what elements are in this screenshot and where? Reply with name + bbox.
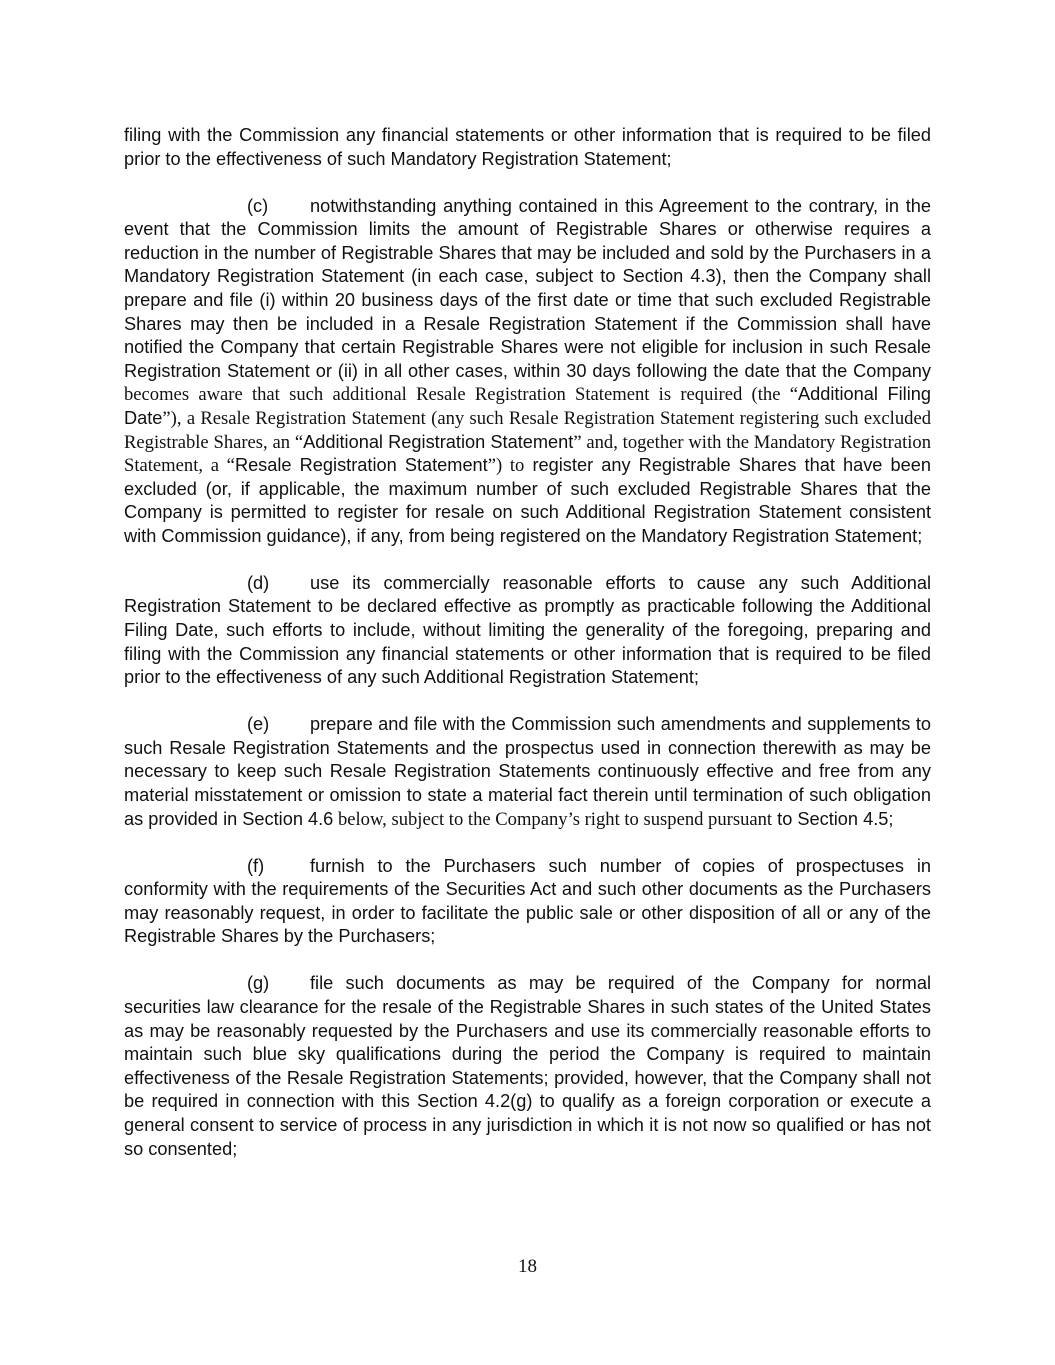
- item-d-text: use its commercially reasonable efforts to cause any such Additional Registration Statement to be declared effective as promptly as practicable following the Additional Filing Date, such efforts to include, without limiting the generality of the foregoing, preparing and filing with the Commission any financial statements or other information that is required to be filed prior to the effectiveness of any such Additional Registration Statement;: [124, 572, 931, 688]
- item-e-paragraph: [124, 713, 931, 831]
- item-e-text-part2: below, subject to the Company’s right to suspend pursuant: [333, 808, 773, 830]
- item-c-paragraph: [124, 195, 931, 549]
- item-c-defined-term-additional-filing-date: Additional Filing Date: [124, 384, 931, 428]
- item-g-paragraph: [124, 972, 931, 1161]
- item-e-label: (e): [247, 714, 270, 735]
- item-c-label: (c): [247, 195, 269, 216]
- item-c-text-part6: register any Registrable Shares that have been excluded (or, if applicable, the maximum number of such excluded Registrable Shares that the Company is permitted to register for resale on such Additional Registration Statement consistent with Commission guidance), if any, from being registered on the Mandatory Registration Statement;: [124, 455, 931, 546]
- item-e-text-part1: prepare and file with the Commission such amendments and supplements to such Resale Registration Statements and the prospectus used in connection therewith as may be necessary to keep such Resale Registration Statements continuously effective and free from any material misstatement or omission to state a material fact therein until termination of such obligation as provided in Section 4.6: [124, 714, 931, 829]
- item-f-text: furnish to the Purchasers such number of copies of prospectuses in conformity with the requirements of the Securities Act and such other documents as the Purchasers may reasonably request, in order to facilitate the public sale or other disposition of all or any of the Registrable Shares by the Purchasers;: [124, 855, 931, 947]
- document-page: [124, 124, 931, 1185]
- item-d-paragraph: [124, 572, 931, 690]
- item-f-label: (f): [247, 855, 265, 876]
- item-e-text-part3: to Section 4.5;: [777, 808, 894, 829]
- item-d-label: (d): [247, 572, 270, 593]
- item-c-defined-term-additional-registration-statement: Additional Registration Statement: [303, 431, 574, 452]
- opening-paragraph: filing with the Commission any financial statements or other information that is required to be filed prior to the effectiveness of such Mandatory Registration Statement;: [124, 125, 931, 169]
- page-number: 18: [518, 1256, 537, 1277]
- item-c-text-part2: becomes aware that such additional Resale Registration Statement is required (the “: [124, 384, 798, 406]
- item-f-paragraph: [124, 855, 931, 949]
- item-c-text-part3: ”), a Resale Registration Statement (any such Resale Registration Statement registering such excluded Registrable Shares, an “: [124, 407, 931, 453]
- item-c-text-part5: ”) to: [487, 455, 525, 477]
- item-g-text: file such documents as may be required of the Company for normal securities law clearance for the resale of the Registrable Shares in such states of the United States as may be reasonably requested by the Purchasers and use its commercially reasonable efforts to maintain such blue sky qualifications during the period the Company is required to maintain effectiveness of the Resale Registration Statements; provided, however, that the Company shall not be required in connection with this Section 4.2(g) to qualify as a foreign corporation or execute a general consent to service of process in any jurisdiction in which it is not now so qualified or has not so consented;: [124, 973, 931, 1159]
- item-c-text-part1: notwithstanding anything contained in this Agreement to the contrary, in the event that the Commission limits the amount of Registrable Shares or otherwise requires a reduction in the number of Registrable Shares that may be included and sold by the Purchasers in a Mandatory Registration Statement (in each case, subject to Section 4.3), then the Company shall prepare and file (i) within 20 business days of the first date or time that such excluded Registrable Shares may then be included in a Resale Registration Statement if the Commission shall have notified the Company that certain Registrable Shares were not eligible for inclusion in such Resale Registration Statement or (ii) in all other cases, within 30 days following the date that the Company: [124, 195, 931, 381]
- item-g-label: (g): [247, 973, 270, 994]
- item-c-defined-term-resale-registration-statement: Resale Registration Statement: [234, 455, 488, 476]
- item-c-text-part4: ” and, together with the Mandatory Registration Statement, a “: [124, 431, 932, 477]
